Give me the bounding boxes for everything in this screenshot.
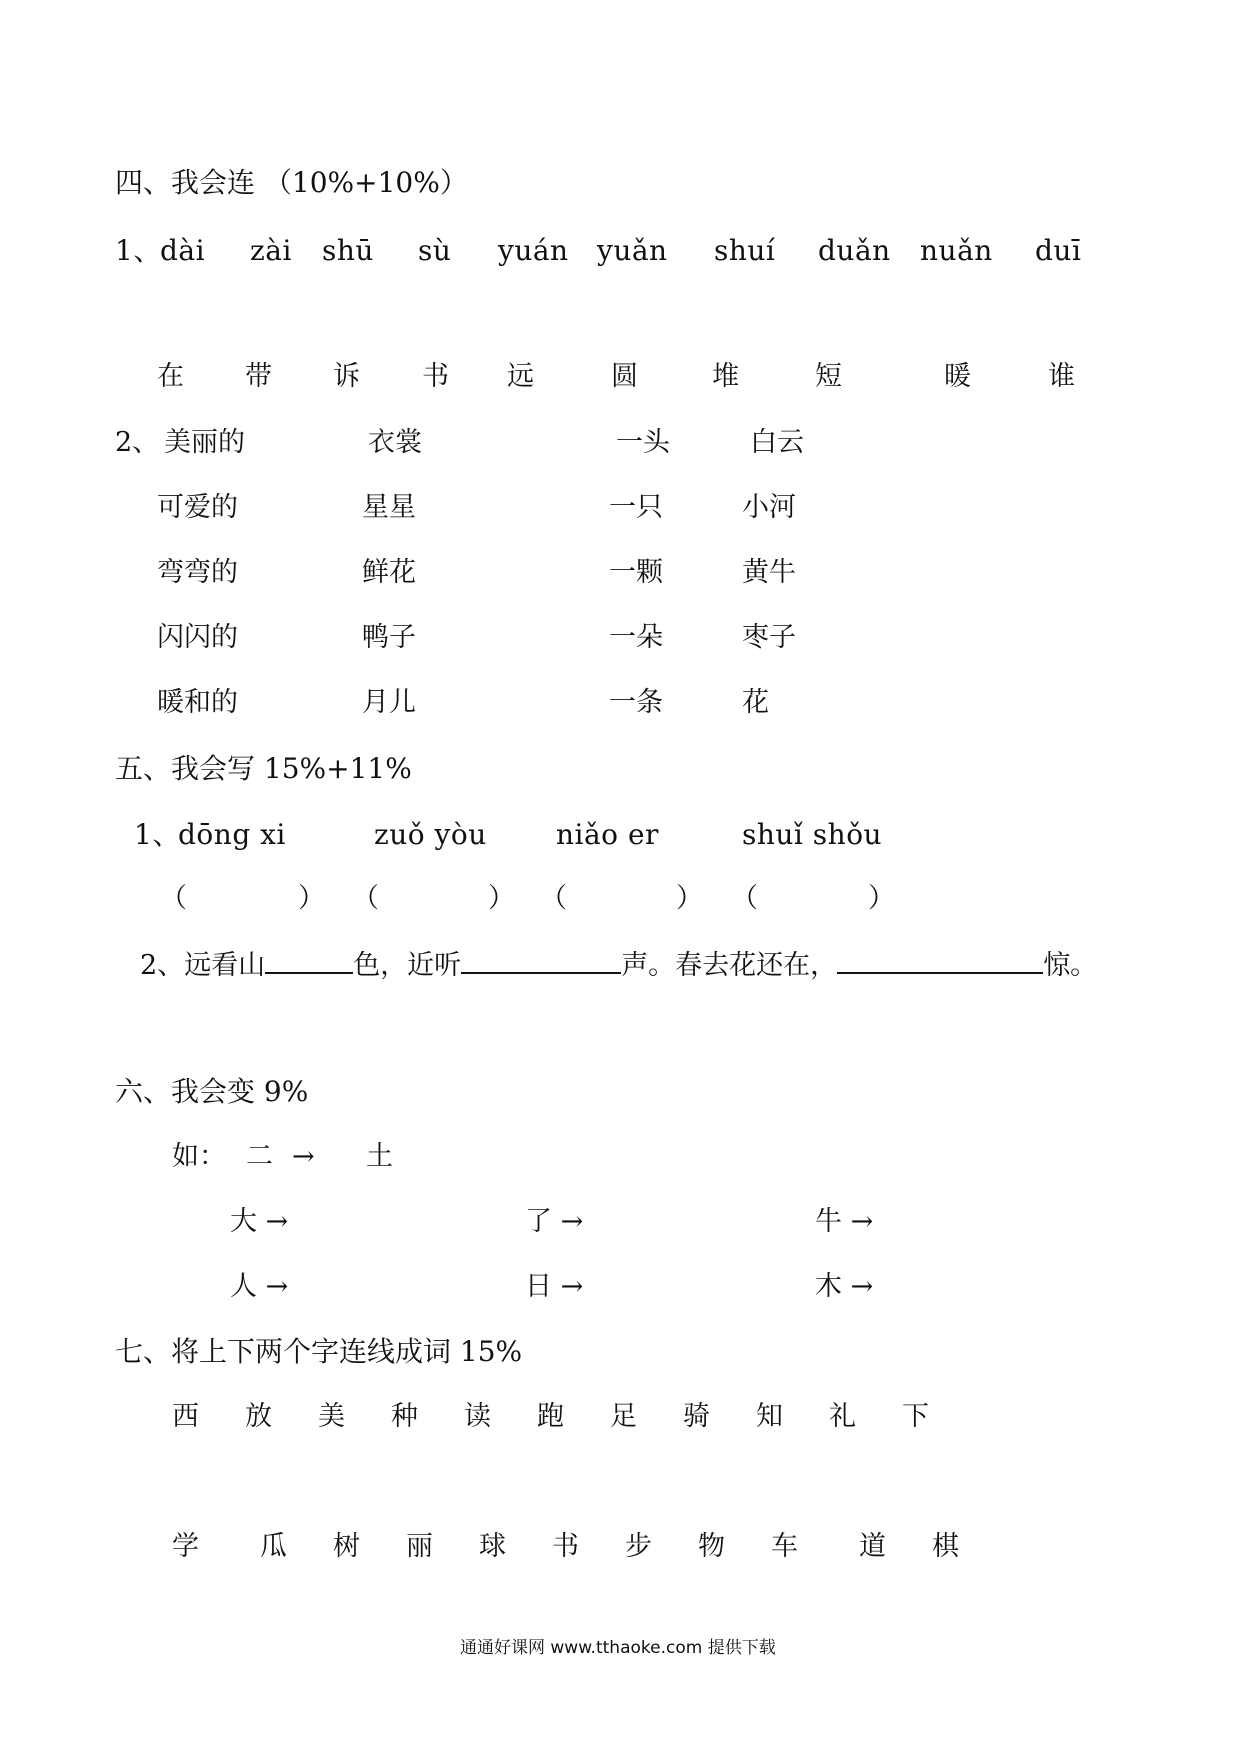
char-9: 暖 bbox=[944, 361, 971, 392]
answer-paren-open-2: （ bbox=[352, 883, 379, 914]
example-label: 如： bbox=[172, 1141, 226, 1172]
char-1: 在 bbox=[157, 361, 184, 392]
pinyin-5: yuán bbox=[498, 234, 569, 267]
pinyin-2: zài bbox=[250, 234, 292, 267]
bottom-char-3: 树 bbox=[333, 1531, 360, 1562]
blank-1[interactable] bbox=[265, 946, 353, 974]
section6-title: 六、我会变 9% bbox=[115, 1075, 309, 1108]
pinyin-10: duī bbox=[1035, 234, 1082, 267]
change-item-2: 了 → bbox=[525, 1206, 584, 1237]
q2-row3-adj: 弯弯的 bbox=[157, 557, 238, 588]
bottom-char-11: 棋 bbox=[932, 1531, 959, 1562]
pinyin-4: sù bbox=[418, 234, 452, 267]
pinyin-word-3: niǎo er bbox=[556, 818, 659, 851]
q2-row1-object: 白云 bbox=[750, 427, 804, 458]
q2-row4-adj: 闪闪的 bbox=[157, 622, 238, 653]
bottom-char-7: 步 bbox=[625, 1531, 652, 1562]
top-char-3: 美 bbox=[318, 1401, 345, 1432]
char-2: 带 bbox=[245, 361, 272, 392]
q2-row5-object: 花 bbox=[742, 687, 769, 718]
q2-row2-measure: 一只 bbox=[609, 492, 663, 523]
bottom-char-6: 书 bbox=[552, 1531, 579, 1562]
q2-row2-object: 小河 bbox=[742, 492, 796, 523]
top-char-8: 骑 bbox=[683, 1401, 710, 1432]
char-7: 堆 bbox=[712, 361, 739, 392]
pinyin-9: nuǎn bbox=[920, 234, 993, 267]
poem-part-4: 惊。 bbox=[1043, 950, 1098, 981]
pinyin-8: duǎn bbox=[818, 234, 891, 267]
answer-paren-close-2: ） bbox=[488, 883, 515, 914]
blank-3[interactable] bbox=[837, 946, 1043, 974]
q2-row5-measure: 一条 bbox=[609, 687, 663, 718]
top-char-4: 种 bbox=[391, 1401, 418, 1432]
change-item-4: 人 → bbox=[230, 1271, 289, 1302]
arrow-icon: → bbox=[560, 1206, 584, 1237]
arrow-icon: → bbox=[850, 1271, 874, 1302]
section4-q2-number: 2、 bbox=[115, 427, 160, 458]
q2-row4-noun: 鸭子 bbox=[362, 622, 416, 653]
section7-title: 七、将上下两个字连线成词 15% bbox=[115, 1335, 523, 1368]
q2-row1-measure: 一头 bbox=[616, 427, 670, 458]
bottom-char-4: 丽 bbox=[406, 1531, 433, 1562]
example-from: 二 bbox=[246, 1141, 273, 1172]
answer-paren-close-4: ） bbox=[868, 883, 895, 914]
q2-row3-object: 黄牛 bbox=[742, 557, 796, 588]
example-to: 土 bbox=[366, 1141, 393, 1172]
arrow-icon: → bbox=[560, 1271, 584, 1302]
section4-q1-number: 1、 bbox=[115, 234, 162, 267]
arrow-icon: → bbox=[850, 1206, 874, 1237]
top-char-1: 西 bbox=[172, 1401, 199, 1432]
change-item-1: 大 → bbox=[230, 1206, 289, 1237]
top-char-5: 读 bbox=[464, 1401, 491, 1432]
char-3: 诉 bbox=[333, 361, 360, 392]
q2-row2-adj: 可爱的 bbox=[157, 492, 238, 523]
blank-2[interactable] bbox=[461, 946, 621, 974]
poem-part-3: 声。春去花还在， bbox=[621, 950, 838, 981]
bottom-char-2: 瓜 bbox=[260, 1531, 287, 1562]
q2-row1-adj: 美丽的 bbox=[164, 427, 245, 458]
poem-part-1: 远看山 bbox=[184, 950, 266, 981]
q2-row5-noun: 月儿 bbox=[362, 687, 416, 718]
q2-row4-object: 枣子 bbox=[742, 622, 796, 653]
q2-row1-noun: 衣裳 bbox=[368, 427, 422, 458]
char-4: 书 bbox=[422, 361, 449, 392]
change-item-6: 木 → bbox=[815, 1271, 874, 1302]
pinyin-6: yuǎn bbox=[597, 234, 668, 267]
answer-paren-open-4: （ bbox=[731, 883, 758, 914]
bottom-char-9: 车 bbox=[771, 1531, 798, 1562]
top-char-10: 礼 bbox=[829, 1401, 856, 1432]
pinyin-word-2: zuǒ yòu bbox=[374, 818, 487, 851]
answer-paren-open-3: （ bbox=[540, 883, 567, 914]
bottom-char-5: 球 bbox=[479, 1531, 506, 1562]
char-10: 谁 bbox=[1048, 361, 1075, 392]
section5-q1-number: 1、 bbox=[134, 818, 181, 851]
bottom-char-10: 道 bbox=[859, 1531, 886, 1562]
answer-paren-close-1: ） bbox=[298, 883, 325, 914]
section5-q2-number: 2、 bbox=[140, 950, 185, 981]
change-item-5: 日 → bbox=[525, 1271, 584, 1302]
char-5: 远 bbox=[507, 361, 534, 392]
q2-row4-measure: 一朵 bbox=[609, 622, 663, 653]
page-footer: 通通好课网 www.tthaoke.com 提供下载 bbox=[460, 1638, 776, 1658]
section5-title: 五、我会写 15%+11% bbox=[115, 752, 412, 785]
q2-row5-adj: 暖和的 bbox=[157, 687, 238, 718]
pinyin-3: shū bbox=[322, 234, 374, 267]
arrow-icon: → bbox=[265, 1206, 289, 1237]
bottom-char-8: 物 bbox=[698, 1531, 725, 1562]
q2-row3-noun: 鲜花 bbox=[362, 557, 416, 588]
top-char-2: 放 bbox=[245, 1401, 272, 1432]
top-char-6: 跑 bbox=[537, 1401, 564, 1432]
answer-paren-close-3: ） bbox=[676, 883, 703, 914]
top-char-11: 下 bbox=[902, 1401, 929, 1432]
answer-paren-open-1: （ bbox=[160, 883, 187, 914]
pinyin-word-1: dōng xi bbox=[178, 818, 286, 851]
q2-row3-measure: 一颗 bbox=[609, 557, 663, 588]
char-6: 圆 bbox=[611, 361, 638, 392]
char-8: 短 bbox=[815, 361, 842, 392]
poem-fill-line bbox=[140, 946, 1097, 983]
arrow-icon: → bbox=[292, 1141, 315, 1172]
change-item-3: 牛 → bbox=[815, 1206, 874, 1237]
top-char-9: 知 bbox=[756, 1401, 783, 1432]
poem-part-2: 色，近听 bbox=[353, 950, 462, 981]
pinyin-word-4: shuǐ shǒu bbox=[742, 818, 883, 851]
pinyin-1: dài bbox=[160, 234, 206, 267]
bottom-char-1: 学 bbox=[172, 1531, 199, 1562]
arrow-icon: → bbox=[265, 1271, 289, 1302]
q2-row2-noun: 星星 bbox=[362, 492, 416, 523]
section4-title: 四、我会连 （10%+10%） bbox=[115, 166, 468, 199]
pinyin-7: shuí bbox=[714, 234, 776, 267]
top-char-7: 足 bbox=[610, 1401, 637, 1432]
